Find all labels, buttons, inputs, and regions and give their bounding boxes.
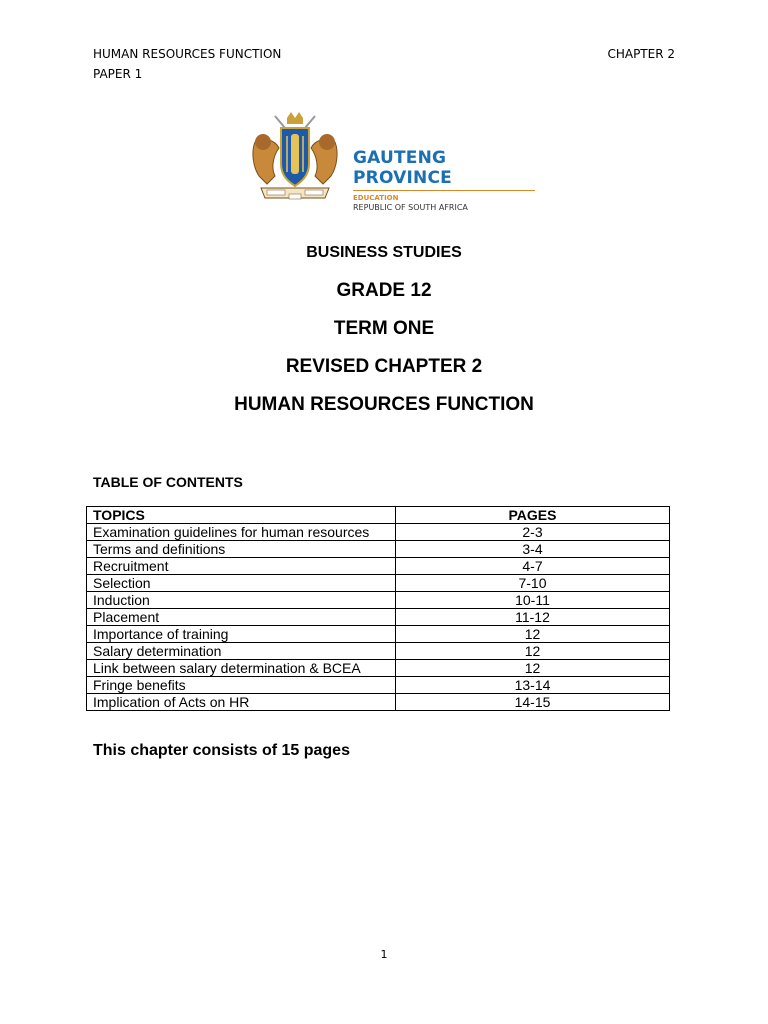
- table-row: [87, 592, 670, 609]
- table-row: [87, 643, 670, 660]
- toc-pages: 7-10: [396, 575, 670, 592]
- toc-topic: Terms and definitions: [87, 541, 396, 558]
- header-title: HUMAN RESOURCES FUNCTION: [93, 47, 282, 61]
- country-name: REPUBLIC OF SOUTH AFRICA: [353, 203, 468, 212]
- toc-pages: 11-12: [396, 609, 670, 626]
- toc-topic: Implication of Acts on HR: [87, 694, 396, 711]
- toc-heading: TABLE OF CONTENTS: [93, 474, 243, 490]
- table-row: [87, 541, 670, 558]
- table-row: [87, 626, 670, 643]
- toc-pages: 12: [396, 626, 670, 643]
- table-row: [87, 558, 670, 575]
- toc-pages: 3-4: [396, 541, 670, 558]
- running-header-left: [93, 44, 281, 84]
- toc-column-pages: PAGES: [396, 507, 670, 524]
- toc-pages: 12: [396, 643, 670, 660]
- toc-pages: 14-15: [396, 694, 670, 711]
- coat-of-arms-icon: [245, 112, 345, 204]
- logo-text: [353, 148, 535, 213]
- table-row: [87, 677, 670, 694]
- table-row: [87, 694, 670, 711]
- gauteng-logo: [245, 112, 535, 212]
- department-name: EDUCATION: [353, 194, 399, 202]
- subject-title: BUSINESS STUDIES: [306, 244, 462, 261]
- topic-title: HUMAN RESOURCES FUNCTION: [234, 394, 534, 415]
- chapter-length-note: This chapter consists of 15 pages: [93, 742, 350, 759]
- header-paper: PAPER 1: [93, 67, 143, 81]
- toc-header-row: [87, 507, 670, 524]
- toc-topic: Fringe benefits: [87, 677, 396, 694]
- toc-topic: Selection: [87, 575, 396, 592]
- toc-topic: Recruitment: [87, 558, 396, 575]
- table-row: [87, 524, 670, 541]
- toc-topic: Importance of training: [87, 626, 396, 643]
- toc-pages: 12: [396, 660, 670, 677]
- toc-topic: Examination guidelines for human resources: [87, 524, 396, 541]
- toc-pages: 4-7: [396, 558, 670, 575]
- toc-topic: Link between salary determination & BCEA: [87, 660, 396, 677]
- toc-table: [86, 506, 670, 711]
- header-chapter: CHAPTER 2: [607, 47, 675, 61]
- toc-topic: Placement: [87, 609, 396, 626]
- chapter-title: REVISED CHAPTER 2: [285, 356, 483, 377]
- toc-topic: Induction: [87, 592, 396, 609]
- table-row: [87, 609, 670, 626]
- toc-column-topics: TOPICS: [87, 507, 396, 524]
- grade-title: GRADE 12: [336, 280, 432, 301]
- toc-pages: 13-14: [396, 677, 670, 694]
- table-row: [87, 575, 670, 592]
- table-row: [87, 660, 670, 677]
- page-number: 1: [380, 948, 388, 961]
- term-title: TERM ONE: [333, 318, 435, 339]
- toc-pages: 10-11: [396, 592, 670, 609]
- province-name: GAUTENG PROVINCE: [353, 148, 535, 191]
- toc-topic: Salary determination: [87, 643, 396, 660]
- toc-pages: 2-3: [396, 524, 670, 541]
